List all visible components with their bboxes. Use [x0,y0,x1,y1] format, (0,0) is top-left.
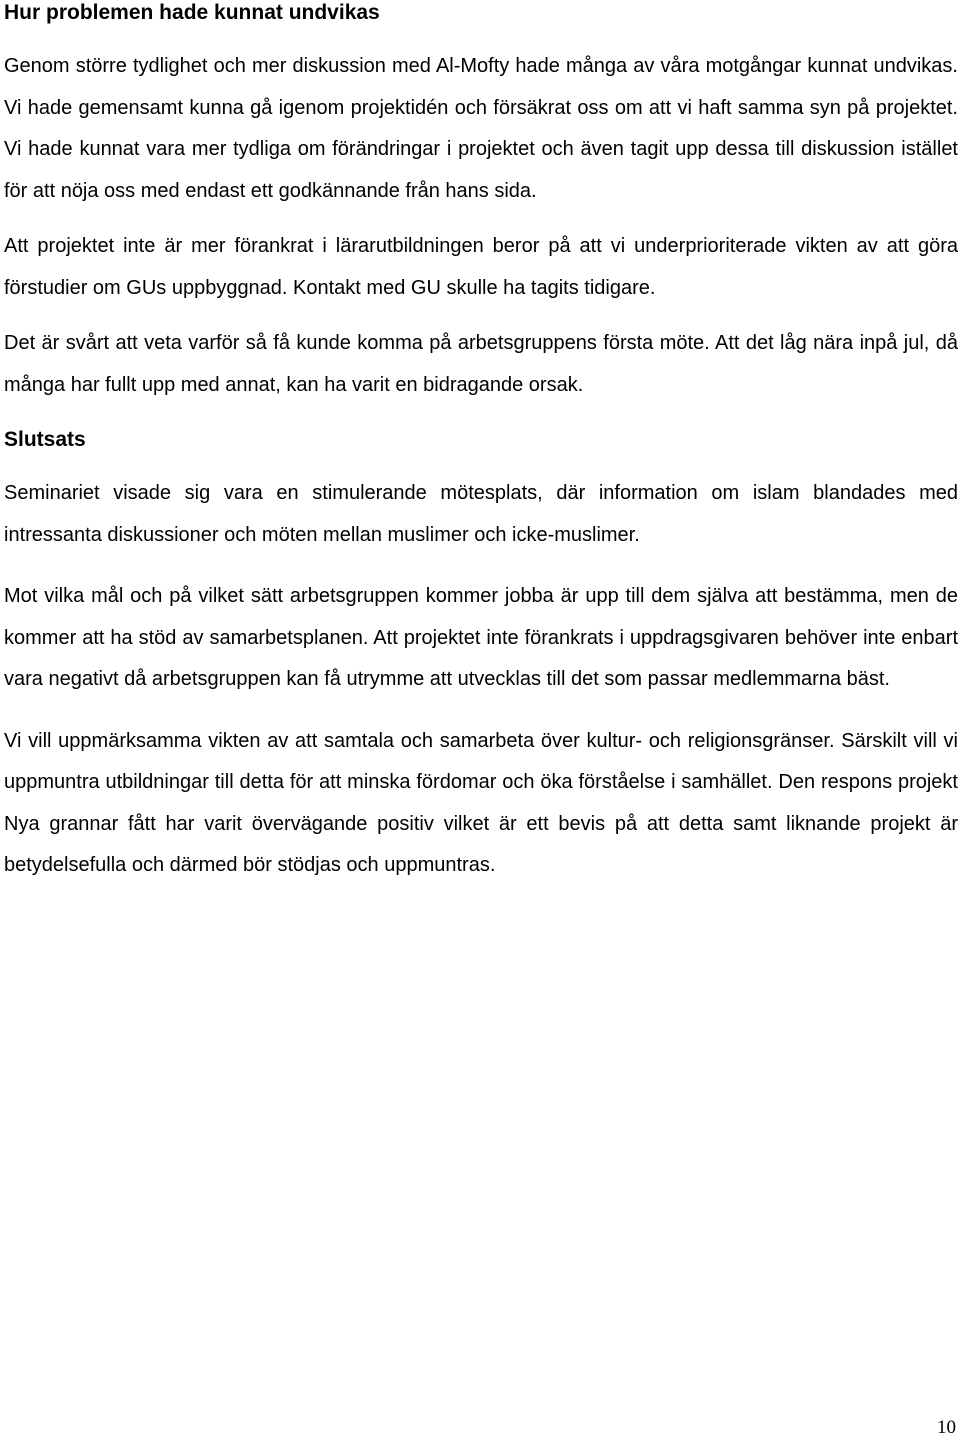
section-heading-problems: Hur problemen hade kunnat undvikas [4,1,380,24]
document-page [4,0,958,887]
paragraph-problems-2: Att projektet inte är mer förankrat i lärarutbildningen beror på att vi underprioriterade vikten av att göra förstudier om GUs uppbyggnad. Kontakt med GU skulle ha tagits tidigare. [4,235,958,299]
paragraph-problems-1: Genom större tydlighet och mer diskussion med Al-Mofty hade många av våra motgångar kunnat undvikas. Vi hade gemensamt kunna gå igenom projektidén och försäkrat oss om att vi haft samma syn på projektet. Vi hade kunnat vara mer tydliga om förändringar i projektet och även tagit upp dessa till diskussion istället för att nöja oss med endast ett godkännande från hans sida. [4,55,958,202]
page-number: 10 [937,1417,956,1438]
paragraph-problems-3: Det är svårt att veta varför så få kunde komma på arbetsgruppens första möte. Att det låg nära inpå jul, då många har fullt upp med annat, kan ha varit en bidragande orsak. [4,332,958,396]
paragraph-conclusion-2: Mot vilka mål och på vilket sätt arbetsgruppen kommer jobba är upp till dem själva att bestämma, men de kommer att ha stöd av samarbetsplanen. Att projektet inte förankrats i uppdragsgivaren behöver inte enbart vara negativt då arbetsgruppen kan få utrymme att utvecklas till det som passar medlemmarna bäst. [4,585,958,690]
section-heading-conclusion: Slutsats [4,428,86,451]
paragraph-conclusion-1: Seminariet visade sig vara en stimulerande mötesplats, där information om islam blandades med intressanta diskussioner och möten mellan muslimer och icke-muslimer. [4,482,958,546]
paragraph-conclusion-3: Vi vill uppmärksamma vikten av att samtala och samarbeta över kultur- och religionsgränser. Särskilt vill vi uppmuntra utbildningar till detta för att minska fördomar och öka förståelse i samhället. Den respons projekt Nya grannar fått har varit övervägande positiv vilket är ett bevis på att detta samt liknande projekt är betydelsefulla och därmed bör stödjas och uppmuntras. [4,729,958,876]
